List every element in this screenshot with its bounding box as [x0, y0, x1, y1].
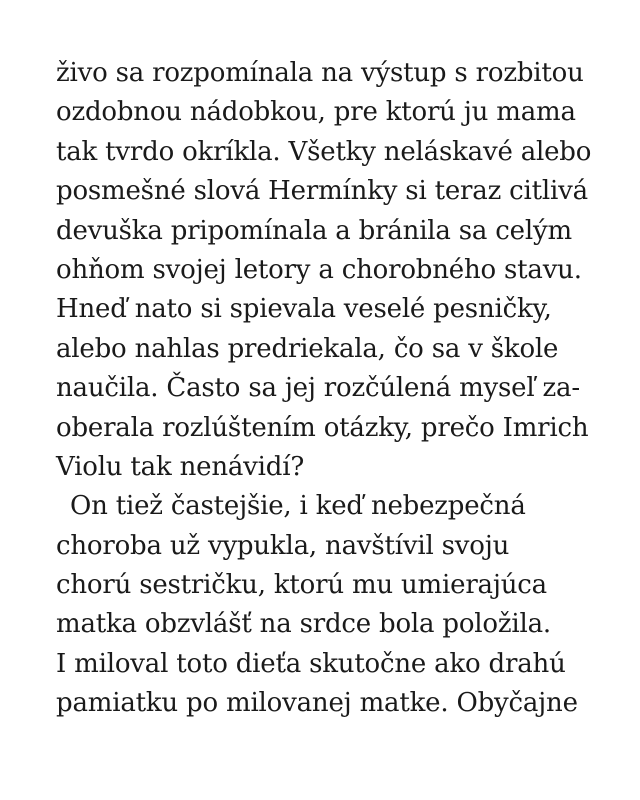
- text-line: chorú sestričku, ktorú mu umierajúca: [56, 570, 547, 601]
- text-line: ozdobnou nádobkou, pre ktorú ju mama: [56, 97, 576, 128]
- text-line: pamiatku po milovanej matke. Obyčajne: [56, 688, 578, 719]
- text-line: Violu tak nenávidí?: [56, 451, 305, 482]
- text-line: devuška pripomínala a bránila sa celým: [56, 215, 572, 246]
- text-line: tak tvrdo okríkla. Všetky neláskavé alebo: [56, 136, 592, 167]
- body-text: [56, 54, 616, 724]
- text-line: choroba už vypukla, navštívil svoju: [56, 530, 510, 561]
- paragraph-start-line: On tiež častejšie, i keď nebezpečná: [70, 491, 526, 522]
- text-line: naučila. Často sa jej rozčúlená myseľ za-: [56, 373, 580, 404]
- text-line: Hneď nato si spievala veselé pesničky,: [56, 294, 552, 325]
- text-line: ohňom svojej letory a chorobného stavu.: [56, 254, 582, 285]
- text-line: matka obzvlášť na srdce bola položila.: [56, 609, 551, 640]
- text-line: živo sa rozpomínala na výstup s rozbitou: [56, 58, 584, 88]
- text-line: I miloval toto dieťa skutočne ako drahú: [56, 648, 566, 679]
- text-line: posmešné slová Hermínky si teraz citlivá: [56, 176, 588, 207]
- text-line: oberala rozlúštením otázky, prečo Imrich: [56, 412, 589, 443]
- text-line: alebo nahlas predriekala, čo sa v škole: [56, 333, 559, 364]
